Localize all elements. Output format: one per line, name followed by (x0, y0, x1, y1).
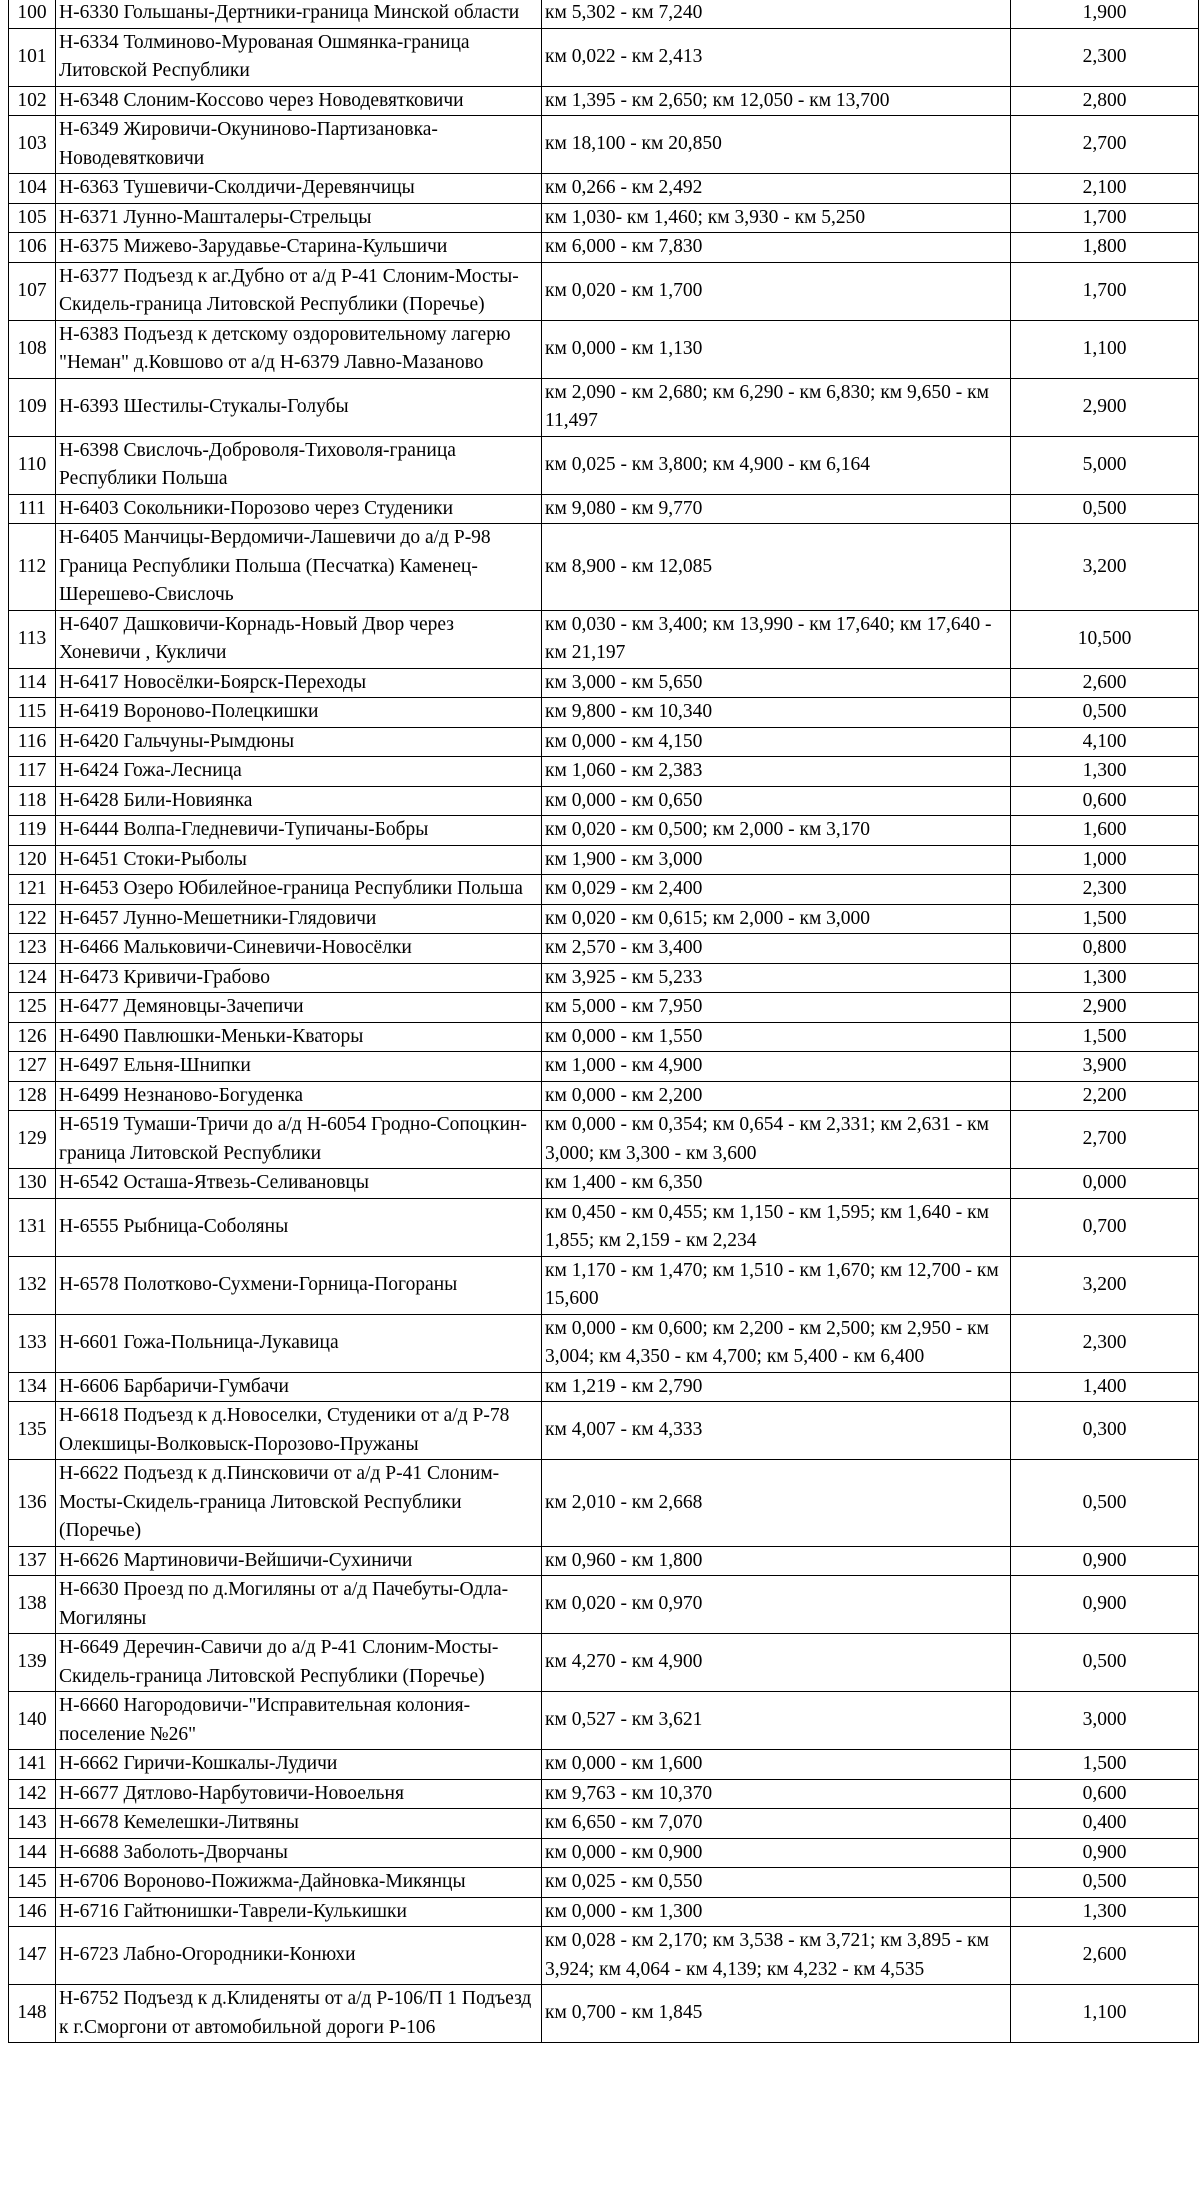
row-number: 112 (9, 524, 56, 611)
road-name: Н-6405 Манчицы-Вердомичи-Лашевичи до а/д Р-98 Граница Республики Польша (Песчатка) Каменец-Шерешево-Свислочь (56, 524, 542, 611)
section-length: 1,100 (1011, 320, 1199, 378)
row-number: 116 (9, 727, 56, 757)
road-name: Н-6519 Тумаши-Тричи до а/д Н-6054 Гродно-Сопоцкин-граница Литовской Республики (56, 1111, 542, 1169)
row-number: 107 (9, 262, 56, 320)
section-length: 0,700 (1011, 1198, 1199, 1256)
row-number: 104 (9, 174, 56, 204)
table-row (9, 993, 1199, 1023)
road-name: Н-6660 Нагородовичи-"Исправительная колония-поселение №26" (56, 1692, 542, 1750)
table-row (9, 174, 1199, 204)
road-section: км 1,400 - км 6,350 (542, 1169, 1011, 1199)
road-name: Н-6424 Гожа-Лесница (56, 757, 542, 787)
section-length: 3,000 (1011, 1692, 1199, 1750)
road-name: Н-6473 Кривичи-Грабово (56, 963, 542, 993)
road-name: Н-6444 Волпа-Гледневичи-Тупичаны-Бобры (56, 816, 542, 846)
road-name: Н-6499 Незнаново-Богуденка (56, 1081, 542, 1111)
road-section: км 1,900 - км 3,000 (542, 845, 1011, 875)
road-name: Н-6407 Дашковичи-Корнадь-Новый Двор через Хоневичи , Кукличи (56, 610, 542, 668)
section-length: 3,200 (1011, 524, 1199, 611)
table-row (9, 1868, 1199, 1898)
row-number: 118 (9, 786, 56, 816)
road-name: Н-6542 Осташа-Ятвезь-Селивановцы (56, 1169, 542, 1199)
row-number: 119 (9, 816, 56, 846)
table-row (9, 786, 1199, 816)
road-name: Н-6649 Деречин-Савичи до а/д Р-41 Слоним-Мосты-Скидель-граница Литовской Республики (Поречье) (56, 1634, 542, 1692)
road-name: Н-6428 Били-Новиянка (56, 786, 542, 816)
road-section: км 0,025 - км 0,550 (542, 1868, 1011, 1898)
table-row (9, 1692, 1199, 1750)
table-row (9, 816, 1199, 846)
table-row (9, 28, 1199, 86)
section-length: 2,300 (1011, 28, 1199, 86)
row-number: 126 (9, 1022, 56, 1052)
road-section: км 0,450 - км 0,455; км 1,150 - км 1,595; км 1,640 - км 1,855; км 2,159 - км 2,234 (542, 1198, 1011, 1256)
road-name: Н-6477 Демяновцы-Зачепичи (56, 993, 542, 1023)
section-length: 2,300 (1011, 875, 1199, 905)
roads-table-body (9, 0, 1199, 2043)
road-section: км 18,100 - км 20,850 (542, 116, 1011, 174)
row-number: 143 (9, 1809, 56, 1839)
road-section: км 0,000 - км 1,600 (542, 1750, 1011, 1780)
row-number: 111 (9, 494, 56, 524)
section-length: 2,200 (1011, 1081, 1199, 1111)
road-section: км 0,029 - км 2,400 (542, 875, 1011, 905)
table-row (9, 1750, 1199, 1780)
road-name: Н-6497 Ельня-Шнипки (56, 1052, 542, 1082)
road-name: Н-6398 Свислочь-Доброволя-Тиховоля-граница Республики Польша (56, 436, 542, 494)
row-number: 136 (9, 1460, 56, 1547)
road-section: км 0,000 - км 2,200 (542, 1081, 1011, 1111)
row-number: 114 (9, 668, 56, 698)
road-section: км 1,060 - км 2,383 (542, 757, 1011, 787)
row-number: 127 (9, 1052, 56, 1082)
section-length: 0,900 (1011, 1546, 1199, 1576)
row-number: 117 (9, 757, 56, 787)
section-length: 2,100 (1011, 174, 1199, 204)
row-number: 147 (9, 1927, 56, 1985)
table-row (9, 934, 1199, 964)
table-row (9, 963, 1199, 993)
section-length: 1,000 (1011, 845, 1199, 875)
section-length: 2,900 (1011, 993, 1199, 1023)
section-length: 3,900 (1011, 1052, 1199, 1082)
section-length: 1,400 (1011, 1372, 1199, 1402)
table-row (9, 845, 1199, 875)
section-length: 0,000 (1011, 1169, 1199, 1199)
section-length: 2,700 (1011, 116, 1199, 174)
road-name: Н-6706 Вороново-Пожижма-Дайновка-Микянцы (56, 1868, 542, 1898)
section-length: 3,200 (1011, 1256, 1199, 1314)
road-section: км 0,000 - км 0,354; км 0,654 - км 2,331; км 2,631 - км 3,000; км 3,300 - км 3,600 (542, 1111, 1011, 1169)
roads-table (8, 0, 1199, 2043)
road-name: Н-6626 Мартиновичи-Вейшичи-Сухиничи (56, 1546, 542, 1576)
section-length: 1,600 (1011, 816, 1199, 846)
section-length: 5,000 (1011, 436, 1199, 494)
road-name: Н-6334 Толминово-Мурованая Ошмянка-граница Литовской Республики (56, 28, 542, 86)
road-section: км 9,763 - км 10,370 (542, 1779, 1011, 1809)
road-name: Н-6393 Шестилы-Стукалы-Голубы (56, 378, 542, 436)
road-name: Н-6466 Мальковичи-Синевичи-Новосёлки (56, 934, 542, 964)
road-section: км 1,395 - км 2,650; км 12,050 - км 13,700 (542, 86, 1011, 116)
table-row (9, 436, 1199, 494)
section-length: 4,100 (1011, 727, 1199, 757)
road-section: км 0,000 - км 0,900 (542, 1838, 1011, 1868)
section-length: 0,900 (1011, 1838, 1199, 1868)
road-name: Н-6457 Лунно-Мешетники-Глядовичи (56, 904, 542, 934)
road-name: Н-6490 Павлюшки-Меньки-Кваторы (56, 1022, 542, 1052)
road-name: Н-6630 Проезд по д.Могиляны от а/д Пачебуты-Одла-Могиляны (56, 1576, 542, 1634)
section-length: 0,600 (1011, 1779, 1199, 1809)
row-number: 133 (9, 1314, 56, 1372)
table-row (9, 1546, 1199, 1576)
road-name: Н-6622 Подъезд к д.Пинсковичи от а/д Р-41 Слоним-Мосты-Скидель-граница Литовской Республики (Поречье) (56, 1460, 542, 1547)
row-number: 137 (9, 1546, 56, 1576)
road-name: Н-6677 Дятлово-Нарбутовичи-Новоельня (56, 1779, 542, 1809)
table-row (9, 1985, 1199, 2043)
row-number: 105 (9, 203, 56, 233)
road-name: Н-6723 Лабно-Огородники-Конюхи (56, 1927, 542, 1985)
section-length: 0,800 (1011, 934, 1199, 964)
row-number: 121 (9, 875, 56, 905)
table-row (9, 1460, 1199, 1547)
road-section: км 0,000 - км 1,550 (542, 1022, 1011, 1052)
section-length: 1,800 (1011, 233, 1199, 263)
road-section: км 5,000 - км 7,950 (542, 993, 1011, 1023)
row-number: 100 (9, 0, 56, 28)
row-number: 103 (9, 116, 56, 174)
road-name: Н-6451 Стоки-Рыболы (56, 845, 542, 875)
road-section: км 1,030- км 1,460; км 3,930 - км 5,250 (542, 203, 1011, 233)
road-section: км 0,000 - км 1,130 (542, 320, 1011, 378)
section-length: 0,500 (1011, 1868, 1199, 1898)
row-number: 108 (9, 320, 56, 378)
table-row (9, 1634, 1199, 1692)
road-name: Н-6348 Слоним-Коссово через Новодевятковичи (56, 86, 542, 116)
table-row (9, 1052, 1199, 1082)
road-section: км 4,007 - км 4,333 (542, 1402, 1011, 1460)
road-name: Н-6618 Подъезд к д.Новоселки, Студеники от а/д Р-78 Олекшицы-Волковыск-Порозово-Пружаны (56, 1402, 542, 1460)
table-row (9, 668, 1199, 698)
table-row (9, 494, 1199, 524)
row-number: 122 (9, 904, 56, 934)
section-length: 1,300 (1011, 1897, 1199, 1927)
section-length: 0,500 (1011, 1634, 1199, 1692)
road-section: км 0,025 - км 3,800; км 4,900 - км 6,164 (542, 436, 1011, 494)
section-length: 1,300 (1011, 757, 1199, 787)
road-section: км 0,000 - км 1,300 (542, 1897, 1011, 1927)
section-length: 0,500 (1011, 1460, 1199, 1547)
table-row (9, 233, 1199, 263)
road-section: км 0,700 - км 1,845 (542, 1985, 1011, 2043)
road-section: км 0,000 - км 4,150 (542, 727, 1011, 757)
road-name: Н-6377 Подъезд к аг.Дубно от а/д Р-41 Слоним-Мосты-Скидель-граница Литовской Республики (Поречье) (56, 262, 542, 320)
road-name: Н-6578 Полотково-Сухмени-Горница-Погораны (56, 1256, 542, 1314)
road-section: км 0,960 - км 1,800 (542, 1546, 1011, 1576)
road-section: км 1,000 - км 4,900 (542, 1052, 1011, 1082)
table-row (9, 1897, 1199, 1927)
section-length: 1,300 (1011, 963, 1199, 993)
row-number: 131 (9, 1198, 56, 1256)
table-row (9, 757, 1199, 787)
row-number: 106 (9, 233, 56, 263)
road-name: Н-6375 Мижево-Зарудавье-Старина-Кульшичи (56, 233, 542, 263)
section-length: 1,100 (1011, 1985, 1199, 2043)
table-row (9, 378, 1199, 436)
road-section: км 0,020 - км 0,615; км 2,000 - км 3,000 (542, 904, 1011, 934)
road-section: км 0,020 - км 0,970 (542, 1576, 1011, 1634)
row-number: 102 (9, 86, 56, 116)
row-number: 115 (9, 698, 56, 728)
table-row (9, 727, 1199, 757)
row-number: 123 (9, 934, 56, 964)
section-length: 2,600 (1011, 1927, 1199, 1985)
road-section: км 0,527 - км 3,621 (542, 1692, 1011, 1750)
section-length: 1,500 (1011, 904, 1199, 934)
table-row (9, 1779, 1199, 1809)
row-number: 129 (9, 1111, 56, 1169)
road-section: км 6,650 - км 7,070 (542, 1809, 1011, 1839)
table-row (9, 524, 1199, 611)
road-section: км 4,270 - км 4,900 (542, 1634, 1011, 1692)
road-name: Н-6349 Жировичи-Окуниново-Партизановка-Новодевятковичи (56, 116, 542, 174)
section-length: 1,700 (1011, 262, 1199, 320)
road-section: км 3,925 - км 5,233 (542, 963, 1011, 993)
table-row (9, 1927, 1199, 1985)
row-number: 145 (9, 1868, 56, 1898)
road-section: км 1,219 - км 2,790 (542, 1372, 1011, 1402)
section-length: 1,900 (1011, 0, 1199, 28)
road-name: Н-6606 Барбаричи-Гумбачи (56, 1372, 542, 1402)
row-number: 110 (9, 436, 56, 494)
road-section: км 0,020 - км 1,700 (542, 262, 1011, 320)
road-section: км 9,800 - км 10,340 (542, 698, 1011, 728)
section-length: 1,500 (1011, 1750, 1199, 1780)
section-length: 1,700 (1011, 203, 1199, 233)
section-length: 10,500 (1011, 610, 1199, 668)
row-number: 140 (9, 1692, 56, 1750)
road-section: км 6,000 - км 7,830 (542, 233, 1011, 263)
road-section: км 2,570 - км 3,400 (542, 934, 1011, 964)
row-number: 148 (9, 1985, 56, 2043)
road-section: км 0,030 - км 3,400; км 13,990 - км 17,640; км 17,640 - км 21,197 (542, 610, 1011, 668)
table-row (9, 698, 1199, 728)
row-number: 144 (9, 1838, 56, 1868)
road-name: Н-6688 Заболоть-Дворчаны (56, 1838, 542, 1868)
table-row (9, 1169, 1199, 1199)
road-section: км 0,000 - км 0,650 (542, 786, 1011, 816)
section-length: 1,500 (1011, 1022, 1199, 1052)
row-number: 141 (9, 1750, 56, 1780)
row-number: 146 (9, 1897, 56, 1927)
section-length: 2,800 (1011, 86, 1199, 116)
road-section: км 2,010 - км 2,668 (542, 1460, 1011, 1547)
table-row (9, 203, 1199, 233)
table-row (9, 1809, 1199, 1839)
table-row (9, 1576, 1199, 1634)
section-length: 2,600 (1011, 668, 1199, 698)
road-name: Н-6555 Рыбница-Соболяны (56, 1198, 542, 1256)
road-name: Н-6453 Озеро Юбилейное-граница Республики Польша (56, 875, 542, 905)
table-row (9, 1081, 1199, 1111)
road-name: Н-6371 Лунно-Машталеры-Стрельцы (56, 203, 542, 233)
road-section: км 0,022 - км 2,413 (542, 28, 1011, 86)
row-number: 139 (9, 1634, 56, 1692)
road-name: Н-6752 Подъезд к д.Клиденяты от а/д Р-106/П 1 Подъезд к г.Сморгони от автомобильной дороги Р-106 (56, 1985, 542, 2043)
row-number: 120 (9, 845, 56, 875)
road-section: км 8,900 - км 12,085 (542, 524, 1011, 611)
table-row (9, 610, 1199, 668)
road-section: км 5,302 - км 7,240 (542, 0, 1011, 28)
road-name: Н-6601 Гожа-Польница-Лукавица (56, 1314, 542, 1372)
table-row (9, 262, 1199, 320)
row-number: 130 (9, 1169, 56, 1199)
section-length: 0,300 (1011, 1402, 1199, 1460)
table-row (9, 0, 1199, 28)
row-number: 138 (9, 1576, 56, 1634)
table-row (9, 875, 1199, 905)
section-length: 2,700 (1011, 1111, 1199, 1169)
section-length: 0,600 (1011, 786, 1199, 816)
road-section: км 3,000 - км 5,650 (542, 668, 1011, 698)
road-name: Н-6662 Гиричи-Кошкалы-Лудичи (56, 1750, 542, 1780)
table-row (9, 116, 1199, 174)
table-row (9, 1372, 1199, 1402)
road-name: Н-6716 Гайтюнишки-Таврели-Кулькишки (56, 1897, 542, 1927)
table-row (9, 1198, 1199, 1256)
row-number: 132 (9, 1256, 56, 1314)
table-row (9, 1022, 1199, 1052)
road-name: Н-6363 Тушевичи-Сколдичи-Деревянчицы (56, 174, 542, 204)
road-name: Н-6417 Новосёлки-Боярск-Переходы (56, 668, 542, 698)
row-number: 109 (9, 378, 56, 436)
table-row (9, 320, 1199, 378)
row-number: 113 (9, 610, 56, 668)
section-length: 0,500 (1011, 698, 1199, 728)
table-row (9, 904, 1199, 934)
road-section: км 9,080 - км 9,770 (542, 494, 1011, 524)
row-number: 135 (9, 1402, 56, 1460)
row-number: 142 (9, 1779, 56, 1809)
road-name: Н-6403 Сокольники-Порозово через Студеники (56, 494, 542, 524)
road-name: Н-6419 Вороново-Полецкишки (56, 698, 542, 728)
table-row (9, 1402, 1199, 1460)
road-section: км 0,266 - км 2,492 (542, 174, 1011, 204)
road-section: км 0,028 - км 2,170; км 3,538 - км 3,721; км 3,895 - км 3,924; км 4,064 - км 4,139; км 4,232 - км 4,535 (542, 1927, 1011, 1985)
table-row (9, 1314, 1199, 1372)
road-name: Н-6330 Гольшаны-Дертники-граница Минской области (56, 0, 542, 28)
road-name: Н-6678 Кемелешки-Литвяны (56, 1809, 542, 1839)
table-row (9, 1838, 1199, 1868)
section-length: 0,900 (1011, 1576, 1199, 1634)
road-section: км 0,000 - км 0,600; км 2,200 - км 2,500; км 2,950 - км 3,004; км 4,350 - км 4,700; км 5,400 - км 6,400 (542, 1314, 1011, 1372)
road-section: км 0,020 - км 0,500; км 2,000 - км 3,170 (542, 816, 1011, 846)
section-length: 0,400 (1011, 1809, 1199, 1839)
table-row (9, 86, 1199, 116)
row-number: 134 (9, 1372, 56, 1402)
section-length: 2,900 (1011, 378, 1199, 436)
row-number: 124 (9, 963, 56, 993)
row-number: 125 (9, 993, 56, 1023)
row-number: 101 (9, 28, 56, 86)
section-length: 2,300 (1011, 1314, 1199, 1372)
road-section: км 1,170 - км 1,470; км 1,510 - км 1,670; км 12,700 - км 15,600 (542, 1256, 1011, 1314)
road-name: Н-6420 Гальчуны-Рымдюны (56, 727, 542, 757)
row-number: 128 (9, 1081, 56, 1111)
road-name: Н-6383 Подъезд к детскому оздоровительному лагерю "Неман" д.Ковшово от а/д Н-6379 Лавно-Мазаново (56, 320, 542, 378)
table-row (9, 1111, 1199, 1169)
section-length: 0,500 (1011, 494, 1199, 524)
road-section: км 2,090 - км 2,680; км 6,290 - км 6,830; км 9,650 - км 11,497 (542, 378, 1011, 436)
table-row (9, 1256, 1199, 1314)
